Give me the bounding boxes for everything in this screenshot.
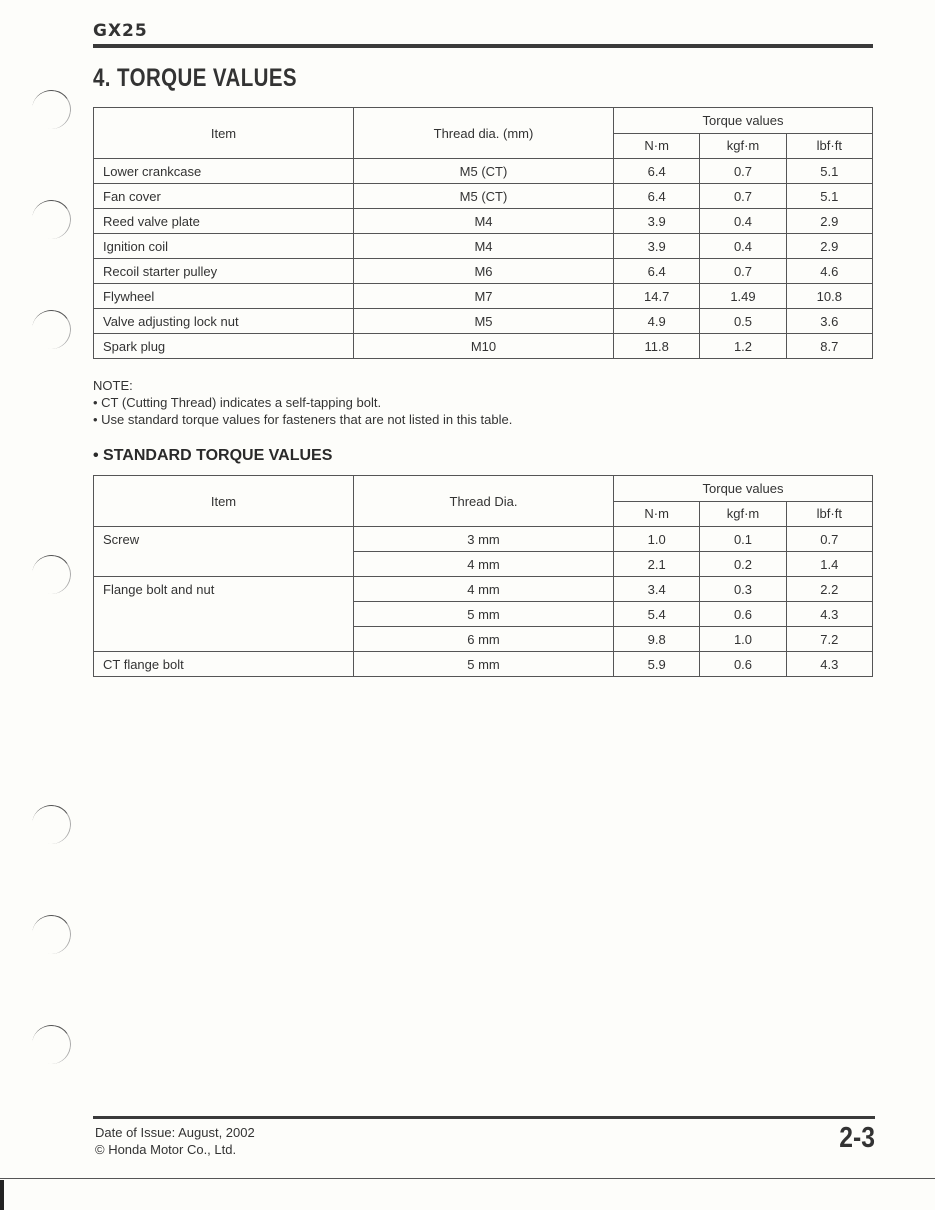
binder-hole [29, 307, 74, 352]
cell-item: Reed valve plate [94, 209, 354, 234]
cell-lbfft: 5.1 [786, 159, 872, 184]
cell-nm: 5.9 [614, 652, 700, 677]
cell-item: Recoil starter pulley [94, 259, 354, 284]
cell-nm: 6.4 [614, 184, 700, 209]
header-rule [93, 44, 873, 48]
cell-nm: 1.0 [614, 527, 700, 552]
cell-kgfm: 1.0 [700, 627, 786, 652]
header-kgfm: kgf·m [700, 501, 786, 527]
cell-nm: 6.4 [614, 159, 700, 184]
cell-thread: 4 mm [354, 552, 614, 577]
cell-nm: 9.8 [614, 627, 700, 652]
cell-thread: 5 mm [354, 652, 614, 677]
binder-hole [29, 87, 74, 132]
cell-item: Flywheel [94, 284, 354, 309]
cell-kgfm: 1.49 [700, 284, 786, 309]
cell-kgfm: 1.2 [700, 334, 786, 359]
binder-hole [29, 1022, 74, 1067]
binder-hole [29, 912, 74, 957]
header-thread: Thread Dia. [354, 476, 614, 527]
cell-thread: M5 (CT) [354, 184, 614, 209]
binder-hole [29, 802, 74, 847]
cell-nm: 5.4 [614, 602, 700, 627]
cell-lbfft: 1.4 [786, 552, 872, 577]
cell-thread: M4 [354, 234, 614, 259]
cell-thread: M7 [354, 284, 614, 309]
cell-thread: M5 [354, 309, 614, 334]
cell-lbfft: 8.7 [786, 334, 872, 359]
table-row [94, 234, 873, 259]
cell-lbfft: 2.2 [786, 577, 872, 602]
cell-nm: 6.4 [614, 259, 700, 284]
cell-lbfft: 4.6 [786, 259, 872, 284]
cell-kgfm: 0.7 [700, 159, 786, 184]
cell-item: Flange bolt and nut [94, 577, 354, 652]
torque-values-table [93, 107, 873, 359]
cell-nm: 11.8 [614, 334, 700, 359]
binder-hole [29, 552, 74, 597]
note-item: • Use standard torque values for fasteners that are not listed in this table. [93, 412, 513, 427]
cell-thread: 4 mm [354, 577, 614, 602]
table-row [94, 652, 873, 677]
note-label: NOTE: [93, 378, 133, 393]
standard-torque-title: • STANDARD TORQUE VALUES [93, 447, 333, 464]
header-lbfft: lbf·ft [786, 501, 872, 527]
model-name: GX25 [93, 21, 148, 41]
table-row [94, 259, 873, 284]
cell-item: Valve adjusting lock nut [94, 309, 354, 334]
cell-item: Screw [94, 527, 354, 577]
cell-kgfm: 0.4 [700, 209, 786, 234]
table-row [94, 184, 873, 209]
notes [93, 377, 512, 428]
issue-date: Date of Issue: August, 2002 [95, 1125, 255, 1140]
cell-lbfft: 2.9 [786, 234, 872, 259]
cell-kgfm: 0.3 [700, 577, 786, 602]
section-title: 4. TORQUE VALUES [93, 64, 298, 92]
table-row [94, 309, 873, 334]
cell-lbfft: 10.8 [786, 284, 872, 309]
header-nm: N·m [614, 501, 700, 527]
cell-lbfft: 3.6 [786, 309, 872, 334]
cell-thread: M10 [354, 334, 614, 359]
cell-kgfm: 0.7 [700, 259, 786, 284]
cell-thread: M4 [354, 209, 614, 234]
cell-item: Lower crankcase [94, 159, 354, 184]
header-item: Item [94, 108, 354, 159]
cell-item: Fan cover [94, 184, 354, 209]
cell-lbfft: 7.2 [786, 627, 872, 652]
cell-kgfm: 0.2 [700, 552, 786, 577]
cell-kgfm: 0.7 [700, 184, 786, 209]
table-row [94, 159, 873, 184]
table-row [94, 527, 873, 552]
standard-torque-table [93, 475, 873, 677]
header-nm: N·m [614, 133, 700, 159]
cell-lbfft: 0.7 [786, 527, 872, 552]
page-number: 2-3 [839, 1122, 875, 1154]
copyright: © Honda Motor Co., Ltd. [95, 1142, 237, 1157]
header-thread: Thread dia. (mm) [354, 108, 614, 159]
scan-edge-line [0, 1178, 935, 1179]
cell-item: Ignition coil [94, 234, 354, 259]
table-row [94, 334, 873, 359]
footer-info [95, 1124, 255, 1158]
header-torque-values: Torque values [614, 108, 873, 134]
cell-kgfm: 0.6 [700, 602, 786, 627]
cell-lbfft: 2.9 [786, 209, 872, 234]
cell-nm: 3.4 [614, 577, 700, 602]
note-item: • CT (Cutting Thread) indicates a self-tapping bolt. [93, 395, 382, 410]
header-kgfm: kgf·m [700, 133, 786, 159]
cell-kgfm: 0.5 [700, 309, 786, 334]
cell-thread: 6 mm [354, 627, 614, 652]
header-item: Item [94, 476, 354, 527]
cell-item: CT flange bolt [94, 652, 354, 677]
cell-nm: 2.1 [614, 552, 700, 577]
cell-thread: M5 (CT) [354, 159, 614, 184]
cell-lbfft: 4.3 [786, 652, 872, 677]
cell-lbfft: 4.3 [786, 602, 872, 627]
cell-lbfft: 5.1 [786, 184, 872, 209]
cell-nm: 3.9 [614, 209, 700, 234]
cell-nm: 3.9 [614, 234, 700, 259]
cell-kgfm: 0.4 [700, 234, 786, 259]
cell-kgfm: 0.6 [700, 652, 786, 677]
cell-thread: 5 mm [354, 602, 614, 627]
binder-hole [29, 197, 74, 242]
table-row [94, 284, 873, 309]
cell-kgfm: 0.1 [700, 527, 786, 552]
scan-edge [0, 1180, 4, 1210]
footer-rule [93, 1116, 875, 1119]
table-row [94, 577, 873, 602]
cell-nm: 4.9 [614, 309, 700, 334]
cell-item: Spark plug [94, 334, 354, 359]
cell-thread: M6 [354, 259, 614, 284]
header-lbfft: lbf·ft [786, 133, 872, 159]
header-torque-values: Torque values [614, 476, 873, 502]
cell-nm: 14.7 [614, 284, 700, 309]
table-row [94, 209, 873, 234]
cell-thread: 3 mm [354, 527, 614, 552]
